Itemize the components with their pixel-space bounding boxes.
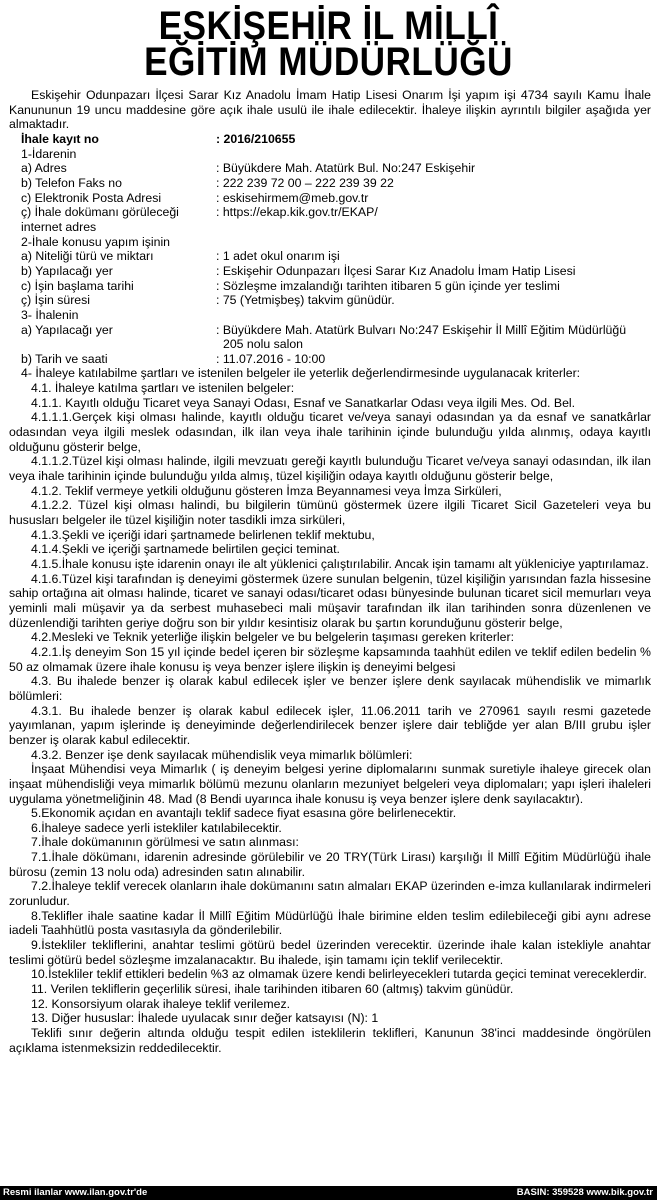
s1-email-row: c) Elektronik Posta Adresi : eskisehirmem@meb.gov.tr (21, 190, 369, 205)
footer-left-text: Resmi ilanlar www.ilan.gov.tr'de (3, 1187, 148, 1198)
clause: 7.1.İhale dökümanı, idarenin adresinde görülebilir ve 20 TRY(Türk Lirası) karşılığı İl Millî Eğitim Müdürlüğü ihale bürosu (zemin 13 nolu oda) adresinden satın alınabilir. (9, 850, 651, 879)
clause: Teklifi sınır değerin altında olduğu tespit edilen isteklilerin teklifleri, Kanunun 38'inci maddesinde öngörülen açıklama istenmeksizin reddedilecektir. (9, 1026, 651, 1055)
s1-address-row: a) Adres : Büyükdere Mah. Atatürk Bul. No:247 Eskişehir (21, 161, 476, 176)
clause: 4.1.1. Kayıtlı olduğu Ticaret veya Sanayi Odası, Esnaf ve Sanatkarlar Odası veya ilgili Mes. Od. Bel. (31, 395, 576, 410)
clause: 10.İstekliler teklif ettikleri bedelin %3 az olmamak üzere kendi belirleyecekleri tutarda geçici teminat vereceklerdir. (31, 967, 647, 982)
s2-duration-row: ç) İşin süresi : 75 (Yetmişbeş) takvim günüdür. (21, 293, 395, 308)
notice-title-line2: EĞİTİM MÜDÜRLÜĞÜ (144, 40, 513, 84)
s3-place-row-cont: 205 nolu salon (223, 337, 303, 352)
clause: 4.1.2. Teklif vermeye yetkili olduğunu gösteren İmza Beyannamesi veya İmza Sirküleri, (31, 483, 502, 498)
clause: 4.1.1.1.Gerçek kişi olması halinde, kayıtlı olduğu ticaret ve/veya sanayi odasından ya da esnaf ve sanatkârlar odasından veya ilgili meslek odasından, ilk ilan veya ihale tarihinin içinde bulunduğu yılda alınmış, odaya kayıtlı olduğunu gösterir belge, (9, 410, 651, 454)
clause: 11. Verilen tekliflerin geçerlilik süresi, ihale tarihinden itibaren 60 (altmış) takvim günüdür. (31, 982, 514, 997)
clause: 6.İhaleye sadece yerli istekliler katılabilecektir. (31, 820, 282, 835)
s1-doc-row-cont: internet adres (21, 219, 97, 234)
clause: 5.Ekonomik açıdan en avantajlı teklif sadece fiyat esasına göre belirlenecektir. (31, 806, 457, 821)
s2-start-row: c) İşin başlama tarihi : Sözleşme imzalandığı tarihten itibaren 5 gün içinde yer teslimi (21, 278, 560, 293)
clause: 4.1. İhaleye katılma şartları ve istenilen belgeler: (31, 381, 295, 396)
tender-number-row (9, 132, 651, 147)
section2-head: 2-İhale konusu yapım işinin (21, 234, 171, 249)
tender-number-label: İhale kayıt no (21, 131, 99, 146)
clause: 4.1.6.Tüzel kişi tarafından iş deneyimi göstermek üzere sunulan belgenin, tüzel kişiliğin yarısından fazla hissesine sahip ortağına ait olması halinde, ticaret ve sanayi odası/ticaret odası bünyesinde bulunan ticaret sicil memurları veya yeminli mali müşavir ya da serbest muhasebeci mali müşavir tarafından ilk ilan tarihinden sonra düzenlenen ve düzenlendiği tarihten geriye doğru son bir yıldır kesintisiz olarak bu şartın korunduğunu gösterir belge, (9, 571, 651, 630)
tender-number-value: : 2016/210655 (216, 131, 296, 146)
clause: 4.3. Bu ihalede benzer iş olarak kabul edilecek işler ve benzer işlere denk sayılacak mühendislik ve mimarlık bölümleri: (9, 674, 651, 703)
s2-type-row: a) Niteliği türü ve miktarı : 1 adet okul onarım işi (21, 249, 340, 264)
clause: 7.2.İhaleye teklif verecek olanların ihale dokümanını satın almaları EKAP üzerinden e-imza kullanılarak indirmeleri zorunludur. (9, 879, 651, 909)
clause: 4.1.1.2.Tüzel kişi olması halinde, ilgili mevzuatı gereği kayıtlı bulunduğu Ticaret ve/veya sanayi odasından, ilk ilan veya ihale tarihinin içinde bulunduğu yılda almış, tüzel kişiliğin odaya kayıtlı olduğunu gösterir belge, (9, 454, 651, 484)
s1-phone-row: b) Telefon Faks no : 222 239 72 00 – 222 239 39 22 (21, 175, 394, 190)
s3-place-row: a) Yapılacağı yer : Büyükdere Mah. Atatürk Bulvarı No:247 Eskişehir İl Millî Eğitim Müdürlüğü (21, 322, 627, 337)
clause: 9.İstekliler tekliflerini, anahtar teslimi götürü bedel üzerinden verecektir. üzerinde ihale kalan istekliyle anahtar teslimi götürü bedel sözleşme imzalanacaktır. Bu ihalede, işin tamamı için teklif verilecektir. (9, 938, 651, 967)
s1-doc-row: ç) İhale dokümanı görüleceği : https://ekap.kik.gov.tr/EKAP/ (21, 205, 378, 220)
s3-date-row: b) Tarih ve saati : 11.07.2016 - 10:00 (21, 351, 326, 366)
section3-head: 3- İhalenin (21, 307, 79, 322)
clause: 4.1.3.Şekli ve içeriği idari şartnamede belirlenen teklif mektubu, (31, 527, 375, 542)
clause: 4- İhaleye katılabilme şartları ve istenilen belgeler ile yeterlik değerlendirmesinde uygulanacak kriterler: (21, 366, 581, 381)
clause: 4.2.Mesleki ve Teknik yeterliğe ilişkin belgeler ve bu belgelerin taşıması gereken kriterler: (31, 630, 514, 645)
clause: 12. Konsorsiyum olarak ihaleye teklif verilemez. (31, 996, 291, 1011)
clause: 8.Teklifler ihale saatine kadar İl Millî Eğitim Müdürlüğü İhale birimine elden teslim edilebileceği gibi aynı adrese iadeli Taahhütlü posta vasıtasıyla da gönderilebilir. (9, 908, 651, 938)
section1-head: 1-İdarenin (21, 146, 77, 161)
clause: 4.1.2.2. Tüzel kişi olması halindi, bu bilgilerin tümünü göstermek üzere ilgili Ticaret Sicil Gazeteleri veya bu hususları belgeler ile tüzel kişiliğin noter tasdikli imza sirküleri, (9, 498, 651, 528)
clause: 4.2.1.İş deneyim Son 15 yıl içinde bedel içeren bir sözleşme kapsamında taahhüt edilen ve teklif edilen bedelin % 50 az olmamak üzere ihale konusu iş veya benzer işlere ilişkin iş deneyimi belgesi (9, 644, 651, 674)
clause: 4.3.2. Benzer işe denk sayılacak mühendislik veya mimarlık bölümleri: (31, 747, 413, 762)
s2-place-row: b) Yapılacağı yer : Eskişehir Odunpazarı İlçesi Sarar Kız Anadolu İmam Hatip Lisesi (21, 263, 576, 278)
notice-title-line1: ESKİŞEHİR İL MİLLÎ (158, 4, 499, 48)
clause: 4.1.5.İhale konusu işte idarenin onayı ile alt yüklenici çalıştırılabilir. Ancak işin tamamı alt yükleniciye yaptırılamaz. (31, 557, 649, 571)
footer-bar (0, 1186, 657, 1200)
intro-paragraph: Eskişehir Odunpazarı İlçesi Sarar Kız Anadolu İmam Hatip Lisesi Onarım İşi yapım işi 4734 sayılı Kamu İhale Kanununun 19 uncu maddesine göre açık ihale usulü ile ihale edilecektir. İhaleye ilişkin ayrıntılı bilgiler aşağıda yer almaktadır. (9, 88, 651, 132)
clause: 13. Diğer hususlar: İhalede uyulacak sınır değer katsayısı (N): 1 (31, 1011, 379, 1026)
clause: İnşaat Mühendisi veya Mimarlık ( iş deneyim belgesi yerine diplomalarını sunmak suretiyle ihaleye girecek olan inşaat mühendisliği veya mimarlık bölümü mezunu olanların mezuniyet belgeleri veya diplomaları; yapı işleri ihaleleri uygulama yönetmeliğinin 48. Mad (8 Bendi uyarınca ihale konusu iş veya benzer işlere denk sayılacaktır). (9, 762, 651, 806)
notice-body (9, 88, 651, 1055)
footer-right-text: BASIN: 359528 www.bik.gov.tr (516, 1187, 653, 1198)
clause: 4.1.4.Şekli ve içeriği şartnamede belirtilen geçici teminat. (31, 542, 340, 557)
clause: 4.3.1. Bu ihalede benzer iş olarak kabul edilecek işler, 11.06.2011 tarih ve 270961 sayılı resmi gazetede yayımlanan, yapım işlerinde iş deneyiminde değerlendirilecek benzer işlere dair tebliğde yer alan B/III grubu işler benzer iş olarak kabul edilecektir. (9, 703, 651, 747)
clause: 7.İhale dokümanının görülmesi ve satın alınması: (31, 835, 299, 850)
